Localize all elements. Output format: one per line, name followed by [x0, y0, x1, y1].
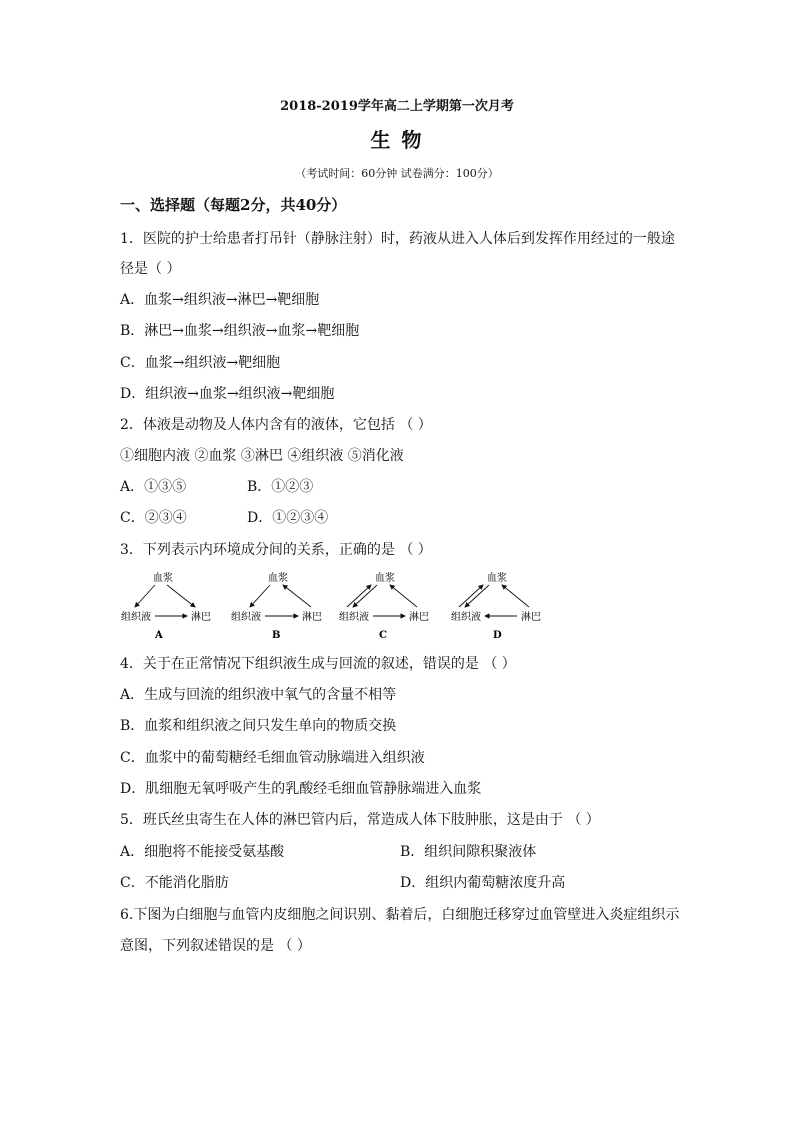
subject-title: 生 物 [370, 128, 424, 152]
q4-option-b: B．血浆和组织液之间只发生单向的物质交换 [120, 718, 397, 734]
q1-option-d: D．组织液→血浆→组织液→靶细胞 [120, 386, 335, 402]
q3-b-plasma-label: 血浆 [268, 573, 288, 584]
q3-diagram-a [121, 571, 211, 641]
q3-c-letter: C [379, 630, 387, 641]
q5-option-d: D．组织内葡萄糖浓度升高 [400, 875, 566, 891]
q3-a-plasma-label: 血浆 [153, 573, 173, 584]
q3-b-lymph-label: 淋巴 [302, 612, 322, 623]
q3-a-lymph-label: 淋巴 [191, 612, 211, 623]
q3-b-tissue-label: 组织液 [231, 612, 261, 623]
q3-diagram-c [339, 571, 429, 641]
q5-option-a: A．细胞将不能接受氨基酸 [120, 844, 285, 860]
exam-note: （考试时间：60分钟 试卷满分：100分） [295, 167, 499, 180]
q3-c-plasma-label: 血浆 [375, 573, 395, 584]
q2-option-a: A．①③⑤ [120, 479, 187, 495]
q3-a-arrow-plasma-to-lymph [167, 585, 195, 607]
q3-c-arrow-lymph-to-plasma [390, 585, 417, 607]
q3-d-arrow-lymph-to-plasma [502, 585, 529, 607]
q4-option-a: A．生成与回流的组织液中氧气的含量不相等 [120, 687, 397, 703]
q3-d-plasma-label: 血浆 [487, 573, 507, 584]
q1-option-a: A．血浆→组织液→淋巴→靶细胞 [120, 292, 320, 308]
exam-title: 2018-2019学年高二上学期第一次月考 [280, 99, 514, 114]
q1-stem-line1: 1．医院的护士给患者打吊针（静脉注射）时，药液从进入人体后到发挥作用经过的一般途 [120, 231, 675, 247]
q3-c-tissue-label: 组织液 [339, 612, 369, 623]
q1-option-b: B．淋巴→血浆→组织液→血浆→靶细胞 [120, 323, 360, 339]
q2-option-c: C．②③④ [120, 510, 187, 526]
q2-stem: 2．体液是动物及人体内含有的液体，它包括 （ ） [120, 417, 432, 433]
q4-stem: 4．关于在正常情况下组织液生成与回流的叙述，错误的是 （ ） [120, 656, 516, 672]
q3-d-lymph-label: 淋巴 [521, 612, 541, 623]
section-title: 一、选择题（每题2分，共40分） [120, 196, 347, 214]
q5-option-c: C．不能消化脂肪 [120, 875, 229, 891]
q3-c-lymph-label: 淋巴 [409, 612, 429, 623]
q3-diagrams [115, 565, 555, 645]
q3-stem: 3．下列表示内环境成分间的关系，正确的是 （ ） [120, 542, 432, 558]
q3-a-tissue-label: 组织液 [121, 612, 151, 623]
q3-b-arrow-plasma-to-tissue [250, 585, 270, 607]
q5-option-b: B．组织间隙积聚液体 [400, 844, 537, 860]
q3-c-arrow-tissue-to-plasma [347, 585, 371, 607]
q3-d-tissue-label: 组织液 [451, 612, 481, 623]
q3-a-arrow-plasma-to-tissue [135, 585, 155, 607]
q4-option-c: C．血浆中的葡萄糖经毛细血管动脉端进入组织液 [120, 750, 425, 766]
q6-stem-line2: 意图，下列叙述错误的是 （ ） [120, 938, 311, 954]
q3-diagram-b [231, 571, 322, 641]
q4-option-d: D．肌细胞无氧呼吸产生的乳酸经毛细血管静脉端进入血浆 [120, 781, 482, 797]
q6-stem-line1: 6.下图为白细胞与血管内皮细胞之间识别、黏着后，白细胞迁移穿过血管壁进入炎症组织示 [120, 907, 680, 923]
q1-option-c: C．血浆→组织液→靶细胞 [120, 355, 281, 371]
q3-c-arrow-plasma-to-tissue [353, 585, 377, 607]
q2-option-d: D．①②③④ [247, 510, 329, 526]
q3-d-letter: D [493, 630, 502, 641]
q1-stem-line2: 径是（ ） [120, 261, 181, 277]
q2-option-b: B．①②③ [247, 479, 314, 495]
q5-stem: 5．班氏丝虫寄生在人体的淋巴管内后，常造成人体下肢肿胀，这是由于 （ ） [120, 812, 600, 828]
q3-diagram-d [451, 571, 541, 641]
q3-b-letter: B [272, 630, 281, 641]
q3-d-arrow-plasma-to-tissue [465, 585, 489, 607]
q3-d-arrow-tissue-to-plasma [459, 585, 483, 607]
q3-b-arrow-lymph-to-plasma [283, 585, 311, 607]
q2-items: ①细胞内液 ②血浆 ③淋巴 ④组织液 ⑤消化液 [120, 448, 404, 464]
q3-a-letter: A [155, 630, 163, 641]
